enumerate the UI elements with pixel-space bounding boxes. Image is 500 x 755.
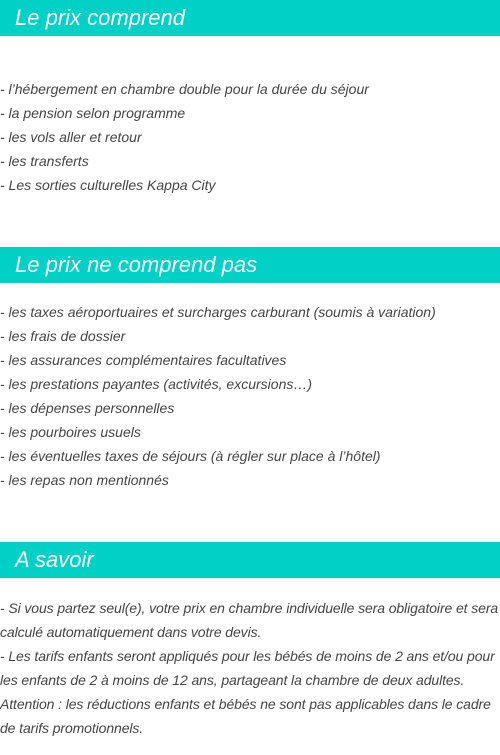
section-header-prix-ne-comprend-pas: Le prix ne comprend pas: [0, 247, 500, 283]
included-list: [0, 77, 369, 197]
info-paragraph-attention: Attention : les réductions enfants et bébés ne sont pas applicables dans le cadre de tarifs promotionnels.: [0, 696, 491, 736]
list-item: - les éventuelles taxes de séjours (à régler sur place à l’hôtel): [0, 448, 381, 464]
list-item: - l’hébergement en chambre double pour la durée du séjour: [0, 81, 369, 97]
excluded-list: [0, 300, 436, 492]
list-item: - les vols aller et retour: [0, 129, 142, 145]
info-paragraph-solo: - Si vous partez seul(e), votre prix en chambre individuelle sera obligatoire et sera calculé automatiquement dans votre devis.: [0, 600, 499, 640]
list-item: - les repas non mentionnés: [0, 472, 169, 488]
list-item: - les pourboires usuels: [0, 424, 141, 440]
list-item: - les assurances complémentaires facultatives: [0, 352, 287, 368]
list-item: - les prestations payantes (activités, excursions…): [0, 376, 313, 392]
list-item: - les dépenses personnelles: [0, 400, 175, 416]
section-header-prix-comprend: Le prix comprend: [0, 0, 500, 36]
info-paragraph-children: - Les tarifs enfants seront appliqués pour les bébés de moins de 2 ans et/ou pour les enfants de 2 à moins de 12 ans, partageant la chambre de deux adultes.: [0, 648, 495, 688]
list-item: - les transferts: [0, 153, 89, 169]
list-item: - les frais de dossier: [0, 328, 126, 344]
section-header-a-savoir: A savoir: [0, 542, 500, 578]
list-item: - la pension selon programme: [0, 105, 186, 121]
list-item: - les taxes aéroportuaires et surcharges carburant (soumis à variation): [0, 304, 436, 320]
list-item: - Les sorties culturelles Kappa City: [0, 177, 216, 193]
